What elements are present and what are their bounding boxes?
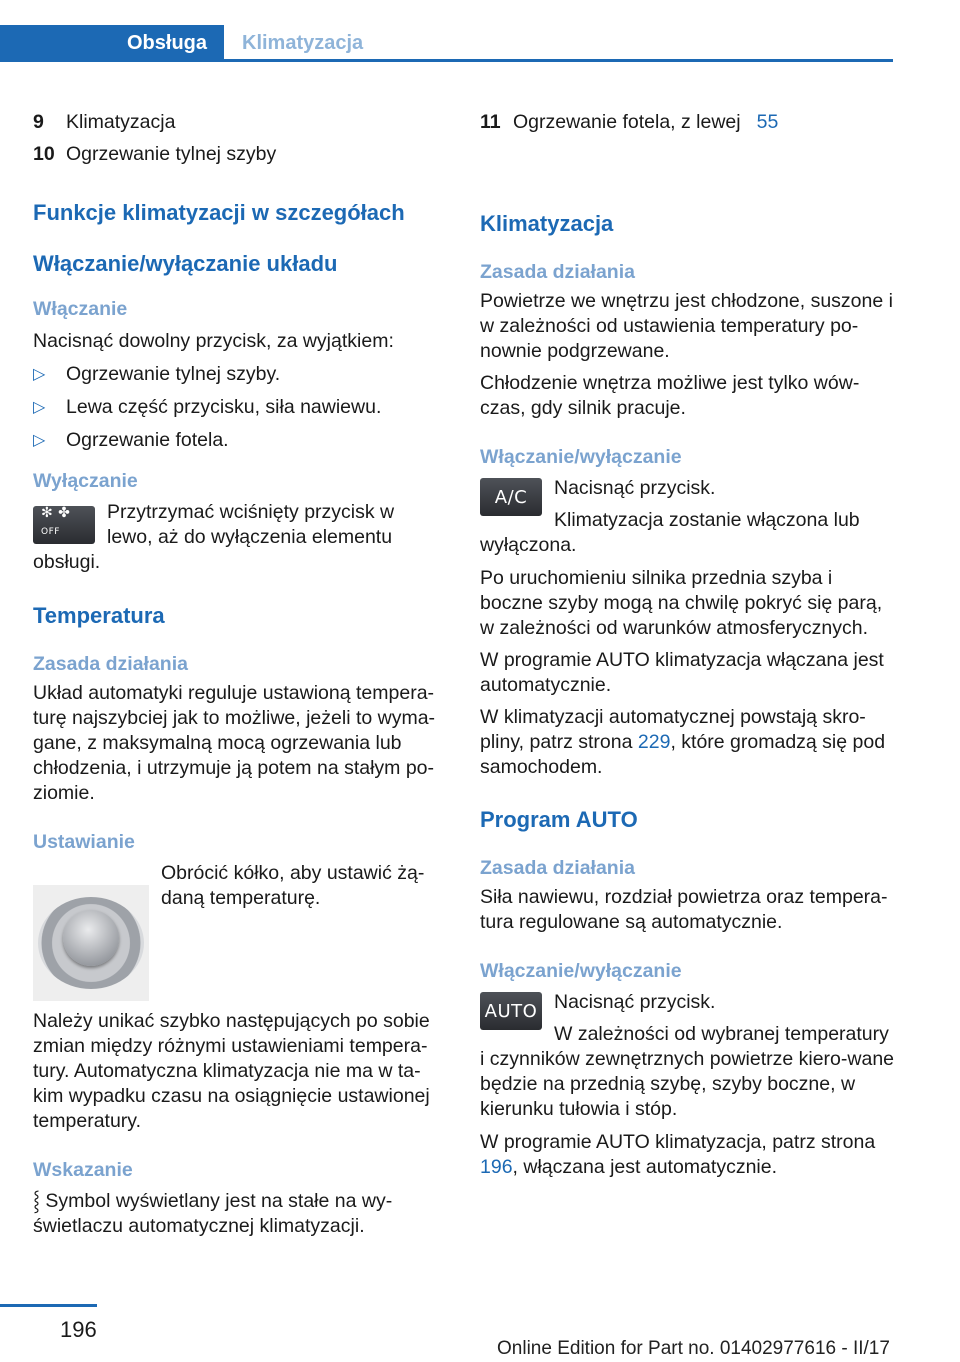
page-link[interactable]: 196 (480, 1156, 513, 1178)
footer-rule (0, 1304, 97, 1307)
heading-on: Włączanie (33, 298, 128, 320)
edition-note: Online Edition for Part no. 01402977616 - II/17 (497, 1338, 890, 1359)
triangle-bullet-icon: ▷ (33, 432, 46, 449)
set-block (33, 861, 443, 1005)
paragraph-ac2: Chłodzenie wnętrza możliwe jest tylko wów-czas, gdy silnik pracuje. (480, 372, 860, 419)
subsection-title-temperature: Temperatura (33, 603, 165, 628)
list-item (33, 362, 443, 387)
page-link[interactable]: 229 (637, 731, 671, 753)
list-item (33, 395, 443, 420)
legend-item-9 (33, 110, 443, 135)
condensate-text-end: , które gromadzą się pod samochodem. (480, 731, 886, 778)
list-item-text: Ogrzewanie tylnej szyby. (66, 363, 281, 385)
fan-off-button-image (33, 506, 95, 544)
heading-set: Ustawianie (33, 831, 135, 853)
paragraph-press-auto: Nacisnąć przycisk. (554, 991, 716, 1013)
auto-button-image: AUTO (480, 992, 542, 1030)
ac-block (480, 476, 896, 558)
paragraph-ac-toggle: Klimatyzacja zostanie włączona lub wyłączona. (480, 509, 860, 556)
condensate-text: W klimatyzacji automatycznej powstają skro-pliny, patrz strona (480, 706, 866, 753)
triangle-bullet-icon: ▷ (33, 366, 46, 383)
heading-principle-auto: Zasada działania (480, 857, 635, 879)
list-item-text: Lewa część przycisku, siła nawiewu. (66, 396, 382, 418)
hint-text: Symbol wyświetlany jest na stałe na wy-świetlaczu automatycznej klimatyzacji. (33, 1190, 393, 1237)
legend-label: Ogrzewanie tylnej szyby (66, 143, 277, 165)
page-number: 196 (60, 1317, 97, 1342)
paragraph-principle: Układ automatyki reguluje ustawioną tempera-turę najszybciej jak to możliwe, jeżeli to wyma-gane, z maksymalną mocą ogrzewania lub chłodzenia, i utrzymuje ją potem na stałym po-ziomie. (33, 682, 436, 804)
temperature-knob-image (33, 885, 149, 1001)
legend-number: 11 (480, 111, 501, 133)
paragraph-auto1: Siła nawiewu, rozdział powietrza oraz tempera-tura regulowane są automatycznie. (480, 886, 888, 933)
auto3-text: W programie AUTO klimatyzacja, patrz strona (480, 1131, 876, 1153)
paragraph-hint (33, 1189, 443, 1239)
paragraph-auto-on: W programie AUTO klimatyzacja włączana jest automatycznie. (480, 649, 884, 696)
paragraph-condensate (480, 705, 896, 780)
legend-number: 9 (33, 111, 44, 133)
section-title: Funkcje klimatyzacji w szczegółach (33, 200, 405, 225)
paragraph-set: Obrócić kółko, aby ustawić żą-daną temperaturę. (161, 862, 425, 909)
paragraph-avoid: Należy unikać szybko następujących po sobie zmian między różnymi ustawieniami tempera-tury. Automatyczna klimatyzacja nie ma w ta-kim wypadku czasu na osiągnięcie ustawionej temperatury. (33, 1010, 430, 1132)
list-item-text: Ogrzewanie fotela. (66, 429, 229, 451)
off-block (33, 500, 443, 575)
legend-number: 10 (33, 143, 55, 165)
paragraph-press: Nacisnąć przycisk. (554, 477, 716, 499)
header-rule (0, 59, 893, 62)
heading-off: Wyłączanie (33, 470, 138, 492)
heading-hint: Wskazanie (33, 1159, 133, 1181)
auto-block (480, 990, 896, 1122)
paragraph-ac1: Powietrze we wnętrzu jest chłodzone, suszone i w zależności od ustawienia temperatury po-nownie podgrzewane. (480, 290, 893, 362)
page-link[interactable]: 55 (756, 111, 779, 133)
heading-principle: Zasada działania (480, 261, 635, 283)
section-tab: Klimatyzacja (242, 32, 364, 54)
legend-label: Klimatyzacja (66, 111, 176, 133)
triangle-bullet-icon: ▷ (33, 399, 46, 416)
page-header (0, 0, 960, 62)
paragraph-auto3 (480, 1130, 896, 1180)
rear-heat-symbol-icon: ⸾ (33, 1190, 40, 1212)
right-column (480, 110, 896, 1180)
paragraph-on: Nacisnąć dowolny przycisk, za wyjątkiem: (33, 330, 394, 352)
legend-label: Ogrzewanie fotela, z lewej (513, 111, 741, 133)
heading-onoff-auto: Włączanie/wyłączanie (480, 960, 682, 982)
heading-onoff: Włączanie/wyłączanie (480, 446, 682, 468)
legend-item-11 (480, 110, 896, 135)
paragraph-off: Przytrzymać wciśnięty przycisk w lewo, aż do wyłączenia elementu obsługi. (33, 501, 395, 573)
auto3-text-end: , włączana jest automatycznie. (512, 1156, 778, 1178)
ac-button-image: A/C (480, 478, 542, 516)
heading-principle: Zasada działania (33, 653, 188, 675)
subsection-title-auto: Program AUTO (480, 807, 638, 832)
fan-icon: ✻ ✤ (41, 504, 71, 521)
exception-list (33, 362, 443, 453)
paragraph-auto2: W zależności od wybranej temperatury i czynników zewnętrznych powietrze kiero-wane będzie na przednią szybę, szyby boczne, w kierunku tułowia i stóp. (480, 1023, 895, 1120)
chapter-tab: Obsługa (0, 25, 224, 62)
paragraph-fog: Po uruchomieniu silnika przednia szyba i boczne szyby mogą na chwilę pokryć się parą, w zależności od warunków atmosferycznych. (480, 567, 883, 639)
subsection-title-onoff: Włączanie/wyłączanie układu (33, 251, 338, 276)
legend-item-10 (33, 142, 443, 167)
left-column (33, 110, 443, 1239)
list-item (33, 428, 443, 453)
off-label: OFF (41, 526, 60, 537)
subsection-title-ac: Klimatyzacja (480, 211, 614, 236)
knob-cap (63, 910, 119, 966)
